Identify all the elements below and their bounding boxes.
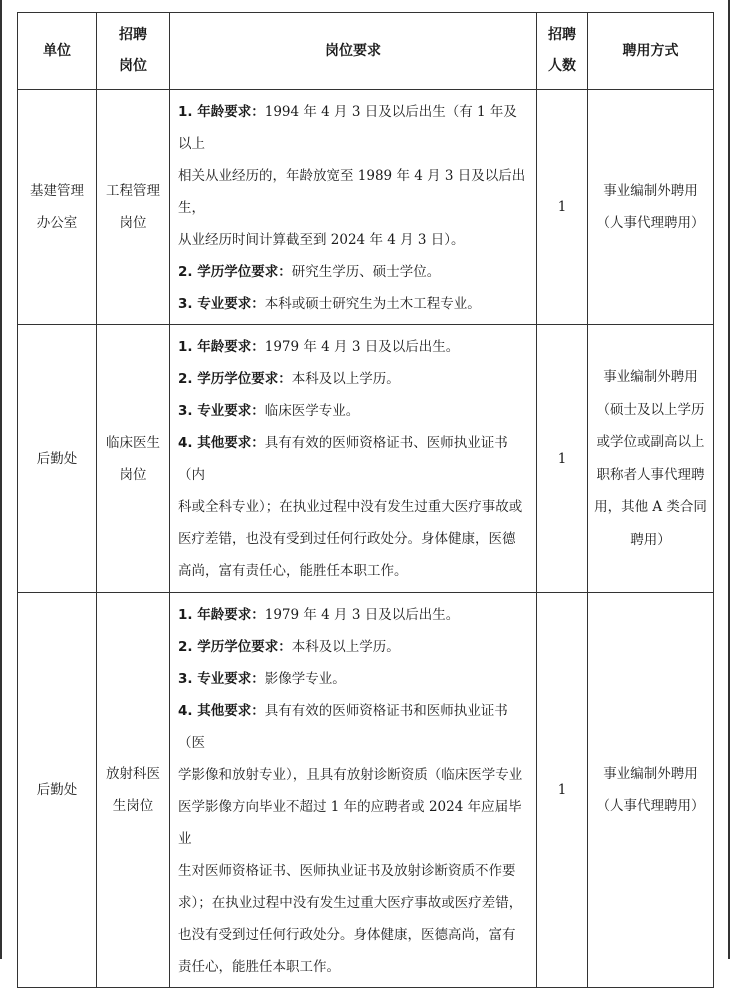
- requirement-text: 本科及以上学历。: [291, 639, 400, 655]
- requirement-text: 从业经历时间计算截至到 2024 年 4 月 3 日）。: [178, 232, 465, 248]
- requirement-label: 4. 其他要求：: [178, 435, 265, 451]
- requirement-text: 生对医师资格证书、医师执业证书及放射诊断资质不作要: [178, 863, 516, 879]
- header-count-line: 人数: [548, 58, 576, 74]
- method-cell-line: 事业编制外聘用: [603, 765, 698, 782]
- table-row: [18, 90, 714, 325]
- requirement-text: 具有有效的医师资格证书、医师执业证书（内: [178, 435, 508, 483]
- position-cell-line: 放射科医: [106, 766, 160, 782]
- position-cell: [97, 593, 170, 988]
- requirement-text: 本科或硕士研究生为土木工程专业。: [264, 296, 481, 312]
- requirement-item: [178, 663, 528, 695]
- method-cell-line: 用，其他 A 类合同: [594, 499, 707, 515]
- requirement-text: 1979 年 4 月 3 日及以后出生。: [264, 607, 460, 623]
- requirement-text: 临床医学专业。: [264, 403, 360, 419]
- header-method: 聘用方式: [588, 13, 714, 90]
- requirement-label: 2. 学历学位要求：: [178, 371, 292, 387]
- requirement-label: 1. 年龄要求：: [178, 339, 265, 355]
- requirement-item: [178, 695, 528, 983]
- requirement-text: 科或全科专业）；在执业过程中没有发生过重大医疗事故或: [178, 499, 523, 515]
- requirement-text: 相关从业经历的，年龄放宽至 1989 年 4 月 3 日及以后出生，: [178, 168, 526, 216]
- requirement-label: 3. 专业要求：: [178, 296, 265, 312]
- requirement-text: 本科及以上学历。: [291, 371, 400, 387]
- requirement-label: 1. 年龄要求：: [178, 607, 265, 623]
- header-requirements: 岗位要求: [170, 13, 537, 90]
- method-cell-line: （硕士及以上学历: [596, 401, 705, 418]
- position-cell-line: 工程管理: [106, 183, 160, 199]
- requirement-label: 4. 其他要求：: [178, 703, 265, 719]
- requirement-item: [178, 599, 528, 631]
- requirement-text: 1994 年 4 月 3 日及以后出生（有 1 年及以上: [178, 104, 517, 152]
- header-position: [97, 13, 170, 90]
- count-cell: 1: [537, 90, 588, 325]
- position-cell: [97, 90, 170, 325]
- unit-cell: [18, 593, 97, 988]
- position-cell: [97, 325, 170, 593]
- requirement-label: 2. 学历学位要求：: [178, 264, 292, 280]
- recruitment-table: [17, 12, 714, 988]
- requirement-label: 3. 专业要求：: [178, 403, 265, 419]
- method-cell: [588, 593, 714, 988]
- unit-cell: [18, 90, 97, 325]
- requirement-text: 医学影像方向毕业不超过 1 年的应聘者或 2024 年应届毕业: [178, 799, 522, 847]
- requirement-item: [178, 395, 528, 427]
- requirement-text: 责任心，能胜任本职工作。: [178, 959, 340, 975]
- method-cell-line: 聘用）: [630, 531, 671, 548]
- requirement-text: 求）；在执业过程中没有发生过重大医疗事故或医疗差错，: [178, 895, 523, 911]
- requirement-item: [178, 631, 528, 663]
- requirement-text: 也没有受到过任何行政处分。身体健康，医德高尚，富有: [178, 927, 516, 943]
- header-position-line: 招聘: [119, 27, 147, 43]
- requirement-label: 1. 年龄要求：: [178, 104, 265, 120]
- page-border-left: [0, 0, 2, 959]
- unit-cell-line: 基建管理: [30, 183, 84, 199]
- table-row: [18, 325, 714, 593]
- requirement-text: 高尚，富有责任心，能胜任本职工作。: [178, 563, 408, 579]
- position-cell-line: 生岗位: [112, 798, 154, 814]
- requirement-label: 3. 专业要求：: [178, 671, 265, 687]
- header-count: [537, 13, 588, 90]
- method-cell-line: （人事代理聘用）: [596, 798, 705, 814]
- header-row: [18, 13, 714, 90]
- method-cell: [588, 325, 714, 593]
- method-cell-line: 或学位或副高以上: [596, 434, 705, 450]
- page-border-right: [728, 0, 730, 959]
- requirements-cell: [170, 593, 537, 988]
- requirement-label: 2. 学历学位要求：: [178, 639, 292, 655]
- method-cell: [588, 90, 714, 325]
- method-cell-line: 职称者人事代理聘: [596, 466, 705, 483]
- requirement-item: [178, 331, 528, 363]
- method-cell-line: 事业编制外聘用: [603, 369, 698, 385]
- requirement-text: 学影像和放射专业），且具有放射诊断资质（临床医学专业: [178, 767, 523, 783]
- position-cell-line: 岗位: [119, 215, 147, 231]
- header-count-line: 招聘: [548, 27, 576, 43]
- requirement-text: 医疗差错，也没有受到过任何行政处分。身体健康，医德: [178, 531, 516, 547]
- requirements-cell: [170, 325, 537, 593]
- requirement-item: [178, 256, 528, 288]
- unit-cell-line: 办公室: [36, 215, 78, 231]
- count-cell: 1: [537, 325, 588, 593]
- header-unit: 单位: [18, 13, 97, 90]
- position-cell-line: 岗位: [119, 466, 147, 483]
- method-cell-line: 事业编制外聘用: [603, 182, 698, 199]
- requirement-text: 研究生学历、硕士学位。: [291, 264, 441, 280]
- requirements-cell: [170, 90, 537, 325]
- requirement-text: 具有有效的医师资格证书和医师执业证书（医: [178, 703, 508, 751]
- method-cell-line: （人事代理聘用）: [596, 215, 705, 231]
- unit-cell-line: 后勤处: [36, 782, 78, 798]
- requirement-item: [178, 288, 528, 320]
- requirement-item: [178, 363, 528, 395]
- requirement-text: 1979 年 4 月 3 日及以后出生。: [264, 339, 460, 355]
- table-row: [18, 593, 714, 988]
- unit-cell-line: 后勤处: [36, 450, 78, 467]
- requirement-item: [178, 427, 528, 587]
- count-cell: 1: [537, 593, 588, 988]
- position-cell-line: 临床医生: [106, 434, 160, 451]
- requirement-text: 影像学专业。: [264, 671, 346, 687]
- unit-cell: [18, 325, 97, 593]
- requirement-item: [178, 96, 528, 256]
- header-position-line: 岗位: [119, 58, 147, 74]
